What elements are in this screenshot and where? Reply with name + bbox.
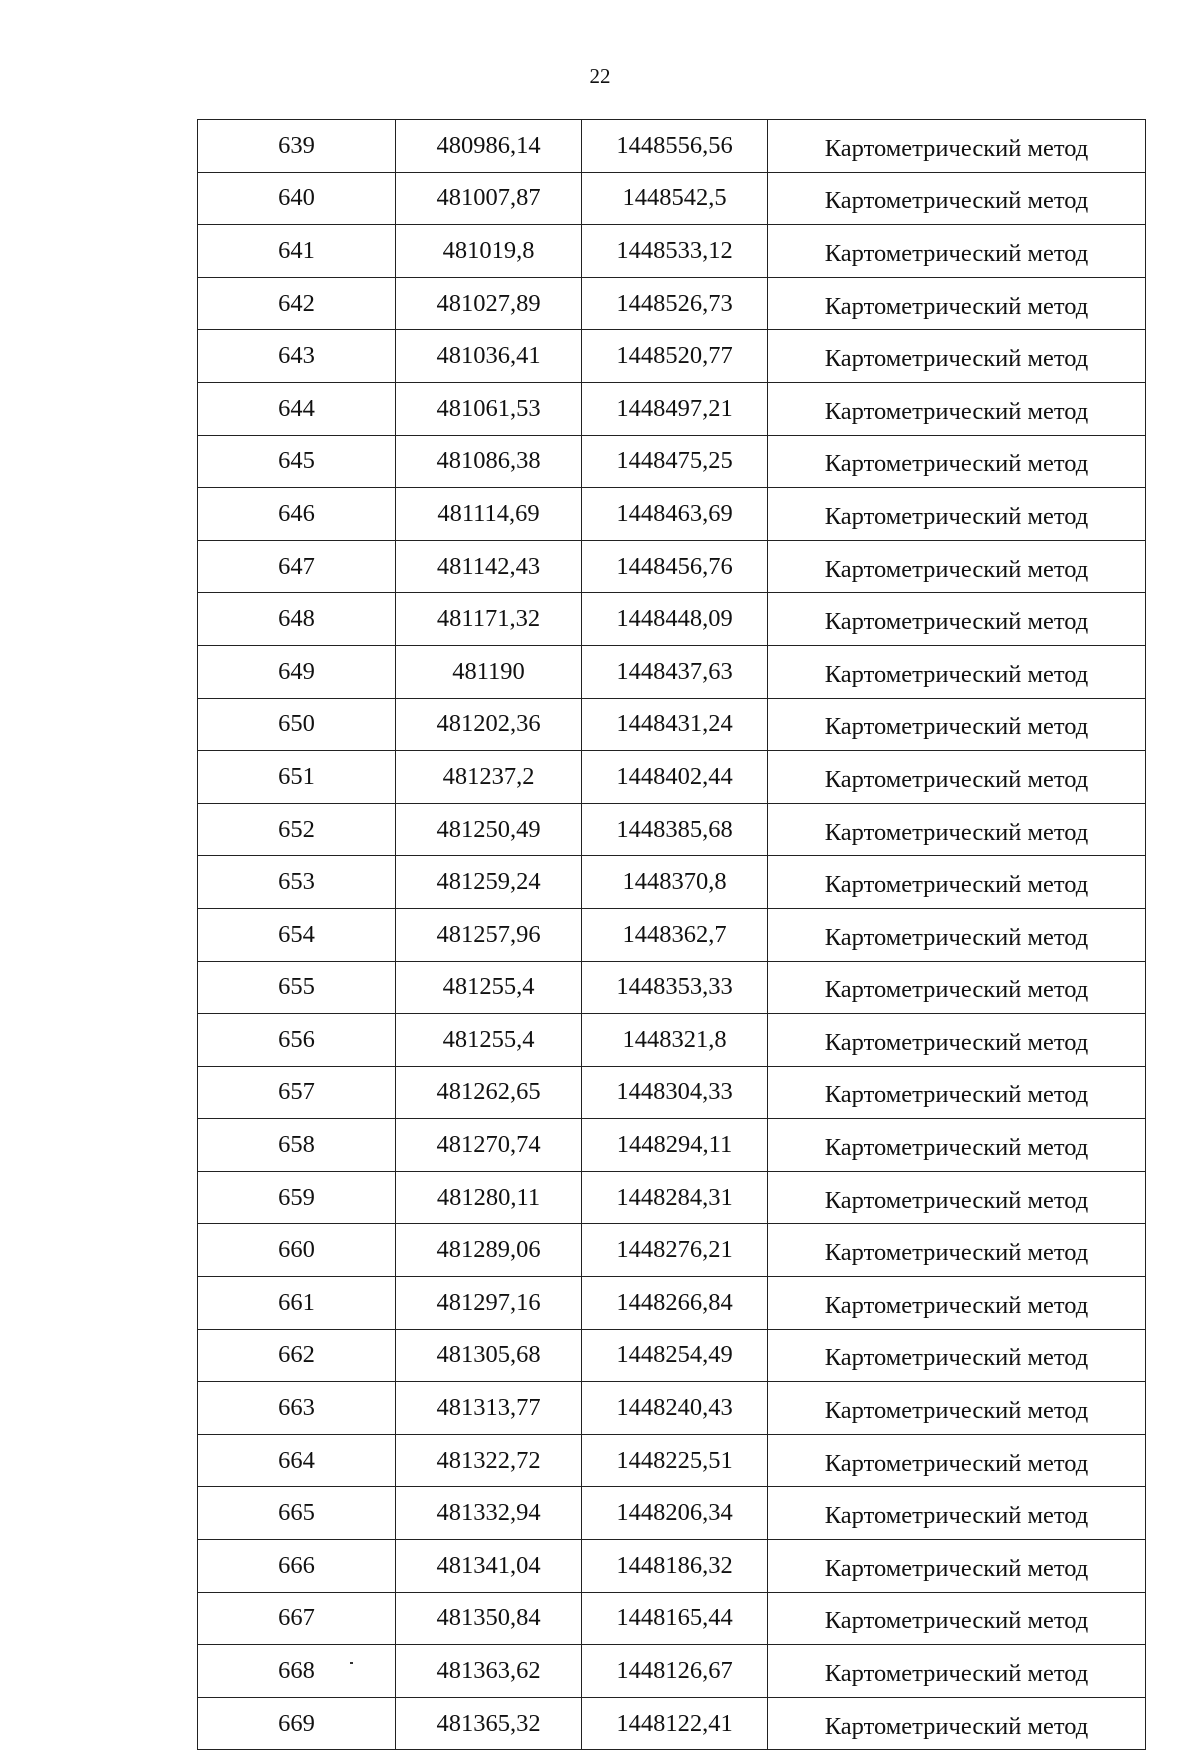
table-row	[198, 1697, 1146, 1750]
point-number-cell: 663	[198, 1382, 396, 1435]
method-cell: Картометрический метод	[768, 1066, 1146, 1119]
table-row	[198, 1329, 1146, 1382]
method-cell: Картометрический метод	[768, 1171, 1146, 1224]
point-number-cell: 655	[198, 961, 396, 1014]
table-row	[198, 1119, 1146, 1172]
y-coordinate-cell: 1448294,11	[582, 1119, 768, 1172]
method-cell: Картометрический метод	[768, 1645, 1146, 1698]
method-cell: Картометрический метод	[768, 1487, 1146, 1540]
method-cell: Картометрический метод	[768, 277, 1146, 330]
x-coordinate-cell: 481237,2	[396, 751, 582, 804]
page-number: 22	[589, 64, 611, 88]
point-number-cell: 656	[198, 1014, 396, 1067]
y-coordinate-cell: 1448304,33	[582, 1066, 768, 1119]
point-number-cell: 667	[198, 1592, 396, 1645]
table-row	[198, 540, 1146, 593]
table-row	[198, 1014, 1146, 1067]
method-cell: Картометрический метод	[768, 330, 1146, 383]
table-row	[198, 1434, 1146, 1487]
x-coordinate-cell: 481171,32	[396, 593, 582, 646]
y-coordinate-cell: 1448542,5	[582, 172, 768, 225]
x-coordinate-cell: 481305,68	[396, 1329, 582, 1382]
y-coordinate-cell: 1448533,12	[582, 225, 768, 278]
method-cell: Картометрический метод	[768, 1697, 1146, 1750]
table-row	[198, 435, 1146, 488]
table-row	[198, 961, 1146, 1014]
point-number-cell: 657	[198, 1066, 396, 1119]
table-row	[198, 698, 1146, 751]
table-row	[198, 856, 1146, 909]
method-cell: Картометрический метод	[768, 645, 1146, 698]
point-number-cell: 651	[198, 751, 396, 804]
method-cell: Картометрический метод	[768, 698, 1146, 751]
point-number-cell: 665	[198, 1487, 396, 1540]
method-cell: Картометрический метод	[768, 435, 1146, 488]
x-coordinate-cell: 481202,36	[396, 698, 582, 751]
point-number-cell: 649	[198, 645, 396, 698]
method-cell: Картометрический метод	[768, 1592, 1146, 1645]
point-number-cell: 642	[198, 277, 396, 330]
point-number-cell: 668	[198, 1645, 396, 1698]
x-coordinate-cell: 481257,96	[396, 908, 582, 961]
y-coordinate-cell: 1448526,73	[582, 277, 768, 330]
point-number-cell: 640	[198, 172, 396, 225]
point-number-cell: 647	[198, 540, 396, 593]
x-coordinate-cell: 481350,84	[396, 1592, 582, 1645]
y-coordinate-cell: 1448431,24	[582, 698, 768, 751]
y-coordinate-cell: 1448437,63	[582, 645, 768, 698]
y-coordinate-cell: 1448448,09	[582, 593, 768, 646]
scan-speck	[350, 1662, 353, 1664]
y-coordinate-cell: 1448240,43	[582, 1382, 768, 1435]
point-number-cell: 639	[198, 120, 396, 173]
y-coordinate-cell: 1448126,67	[582, 1645, 768, 1698]
table-row	[198, 1540, 1146, 1593]
x-coordinate-cell: 481280,11	[396, 1171, 582, 1224]
x-coordinate-cell: 481086,38	[396, 435, 582, 488]
coordinates-table-body	[198, 120, 1146, 1750]
y-coordinate-cell: 1448122,41	[582, 1697, 768, 1750]
point-number-cell: 664	[198, 1434, 396, 1487]
table-row	[198, 1277, 1146, 1330]
y-coordinate-cell: 1448475,25	[582, 435, 768, 488]
method-cell: Картометрический метод	[768, 1014, 1146, 1067]
y-coordinate-cell: 1448497,21	[582, 382, 768, 435]
method-cell: Картометрический метод	[768, 1434, 1146, 1487]
method-cell: Картометрический метод	[768, 961, 1146, 1014]
method-cell: Картометрический метод	[768, 225, 1146, 278]
x-coordinate-cell: 481341,04	[396, 1540, 582, 1593]
y-coordinate-cell: 1448353,33	[582, 961, 768, 1014]
y-coordinate-cell: 1448321,8	[582, 1014, 768, 1067]
point-number-cell: 654	[198, 908, 396, 961]
point-number-cell: 659	[198, 1171, 396, 1224]
y-coordinate-cell: 1448463,69	[582, 488, 768, 541]
y-coordinate-cell: 1448266,84	[582, 1277, 768, 1330]
method-cell: Картометрический метод	[768, 1382, 1146, 1435]
x-coordinate-cell: 481061,53	[396, 382, 582, 435]
method-cell: Картометрический метод	[768, 540, 1146, 593]
y-coordinate-cell: 1448186,32	[582, 1540, 768, 1593]
table-row	[198, 1487, 1146, 1540]
table-row	[198, 382, 1146, 435]
y-coordinate-cell: 1448276,21	[582, 1224, 768, 1277]
x-coordinate-cell: 481255,4	[396, 961, 582, 1014]
y-coordinate-cell: 1448206,34	[582, 1487, 768, 1540]
x-coordinate-cell: 480986,14	[396, 120, 582, 173]
table-row	[198, 908, 1146, 961]
table-row	[198, 277, 1146, 330]
point-number-cell: 646	[198, 488, 396, 541]
x-coordinate-cell: 481322,72	[396, 1434, 582, 1487]
y-coordinate-cell: 1448402,44	[582, 751, 768, 804]
y-coordinate-cell: 1448225,51	[582, 1434, 768, 1487]
point-number-cell: 660	[198, 1224, 396, 1277]
x-coordinate-cell: 481259,24	[396, 856, 582, 909]
point-number-cell: 658	[198, 1119, 396, 1172]
coordinates-table	[197, 119, 1146, 1750]
table-row	[198, 751, 1146, 804]
x-coordinate-cell: 481270,74	[396, 1119, 582, 1172]
table-row	[198, 645, 1146, 698]
x-coordinate-cell: 481036,41	[396, 330, 582, 383]
method-cell: Картометрический метод	[768, 803, 1146, 856]
x-coordinate-cell: 481313,77	[396, 1382, 582, 1435]
x-coordinate-cell: 481027,89	[396, 277, 582, 330]
method-cell: Картометрический метод	[768, 1277, 1146, 1330]
x-coordinate-cell: 481250,49	[396, 803, 582, 856]
point-number-cell: 662	[198, 1329, 396, 1382]
table-row	[198, 120, 1146, 173]
y-coordinate-cell: 1448284,31	[582, 1171, 768, 1224]
method-cell: Картометрический метод	[768, 593, 1146, 646]
y-coordinate-cell: 1448370,8	[582, 856, 768, 909]
method-cell: Картометрический метод	[768, 1119, 1146, 1172]
point-number-cell: 644	[198, 382, 396, 435]
y-coordinate-cell: 1448385,68	[582, 803, 768, 856]
point-number-cell: 666	[198, 1540, 396, 1593]
point-number-cell: 669	[198, 1697, 396, 1750]
x-coordinate-cell: 481190	[396, 645, 582, 698]
x-coordinate-cell: 481262,65	[396, 1066, 582, 1119]
table-row	[198, 1171, 1146, 1224]
x-coordinate-cell: 481255,4	[396, 1014, 582, 1067]
x-coordinate-cell: 481114,69	[396, 488, 582, 541]
table-row	[198, 593, 1146, 646]
table-row	[198, 488, 1146, 541]
x-coordinate-cell: 481019,8	[396, 225, 582, 278]
point-number-cell: 643	[198, 330, 396, 383]
point-number-cell: 645	[198, 435, 396, 488]
method-cell: Картометрический метод	[768, 1329, 1146, 1382]
table-row	[198, 225, 1146, 278]
table-row	[198, 1645, 1146, 1698]
method-cell: Картометрический метод	[768, 1540, 1146, 1593]
method-cell: Картометрический метод	[768, 382, 1146, 435]
table-row	[198, 1592, 1146, 1645]
method-cell: Картометрический метод	[768, 488, 1146, 541]
y-coordinate-cell: 1448254,49	[582, 1329, 768, 1382]
method-cell: Картометрический метод	[768, 172, 1146, 225]
x-coordinate-cell: 481332,94	[396, 1487, 582, 1540]
method-cell: Картометрический метод	[768, 120, 1146, 173]
x-coordinate-cell: 481365,32	[396, 1697, 582, 1750]
y-coordinate-cell: 1448362,7	[582, 908, 768, 961]
x-coordinate-cell: 481142,43	[396, 540, 582, 593]
method-cell: Картометрический метод	[768, 1224, 1146, 1277]
point-number-cell: 653	[198, 856, 396, 909]
point-number-cell: 661	[198, 1277, 396, 1330]
point-number-cell: 641	[198, 225, 396, 278]
y-coordinate-cell: 1448520,77	[582, 330, 768, 383]
method-cell: Картометрический метод	[768, 908, 1146, 961]
point-number-cell: 652	[198, 803, 396, 856]
table-row	[198, 803, 1146, 856]
y-coordinate-cell: 1448556,56	[582, 120, 768, 173]
x-coordinate-cell: 481007,87	[396, 172, 582, 225]
table-row	[198, 172, 1146, 225]
y-coordinate-cell: 1448456,76	[582, 540, 768, 593]
table-row	[198, 1224, 1146, 1277]
method-cell: Картометрический метод	[768, 856, 1146, 909]
x-coordinate-cell: 481363,62	[396, 1645, 582, 1698]
point-number-cell: 648	[198, 593, 396, 646]
x-coordinate-cell: 481297,16	[396, 1277, 582, 1330]
method-cell: Картометрический метод	[768, 751, 1146, 804]
y-coordinate-cell: 1448165,44	[582, 1592, 768, 1645]
point-number-cell: 650	[198, 698, 396, 751]
table-row	[198, 330, 1146, 383]
table-row	[198, 1066, 1146, 1119]
table-row	[198, 1382, 1146, 1435]
x-coordinate-cell: 481289,06	[396, 1224, 582, 1277]
